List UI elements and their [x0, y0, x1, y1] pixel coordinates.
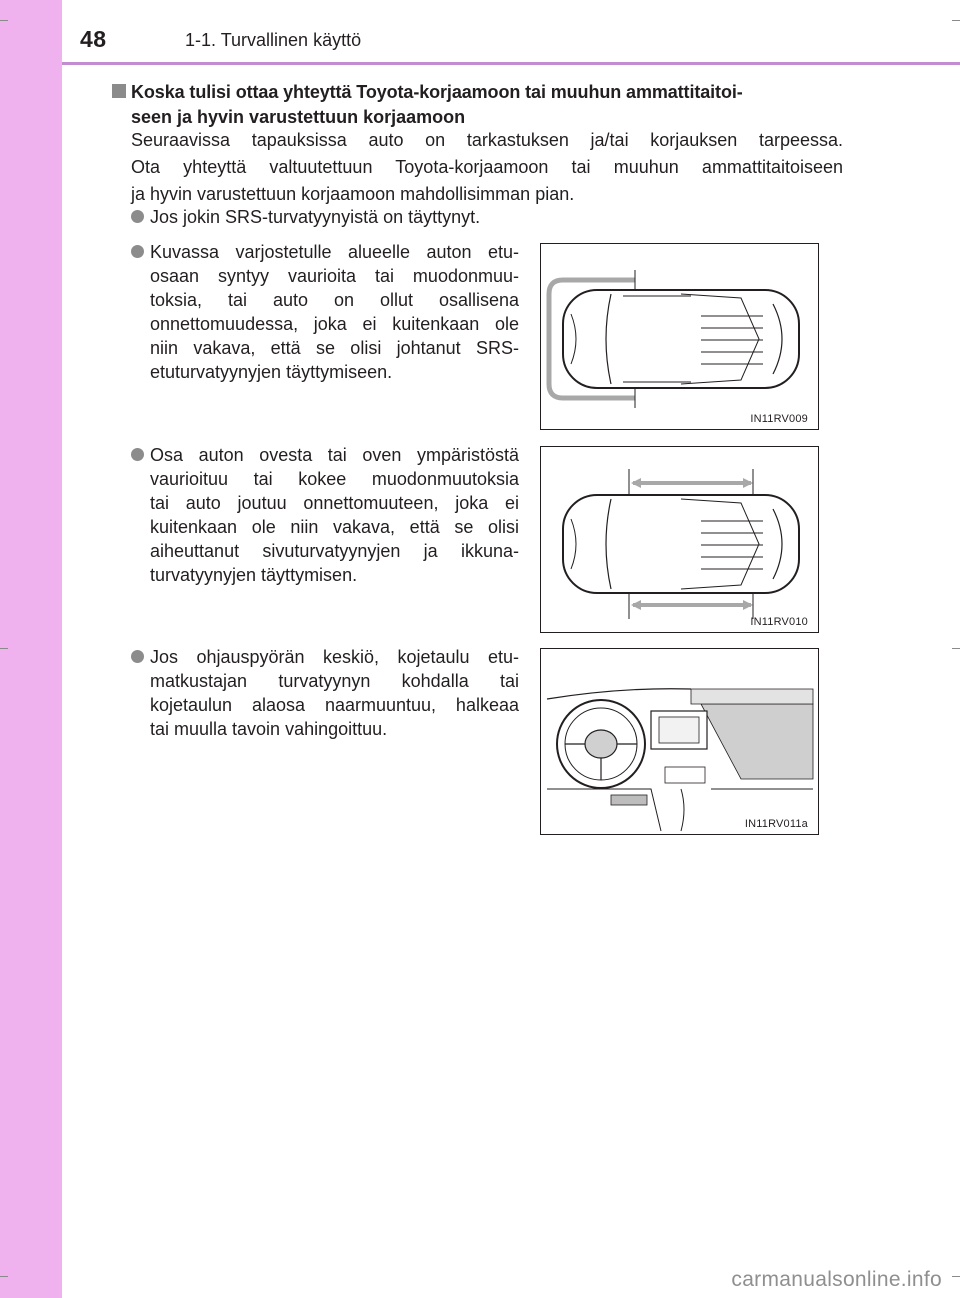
- bullet-line: vaurioituu tai kokee muodonmuutoksia: [150, 469, 519, 489]
- bullet-line: aiheuttanut sivuturvatyynyjen ja ikkuna-: [150, 541, 519, 561]
- figure-code: IN11RV011a: [744, 818, 808, 830]
- bullet-line: onnettomuudessa, joka ei kuitenkaan ole: [150, 314, 519, 334]
- crop-mark: [952, 1276, 960, 1277]
- bullet-line: toksia, tai auto on ollut osallisena: [150, 290, 519, 310]
- figure-dashboard: [540, 648, 819, 835]
- intro-line: Ota yhteyttä valtuutettuun Toyota-korjaamoon tai muuhun ammattitaitoiseen: [131, 157, 843, 177]
- sidebar-tab: [0, 0, 62, 1298]
- bullet-text: [150, 240, 519, 384]
- figure-code: IN11RV009: [750, 413, 808, 425]
- crop-mark: [952, 648, 960, 649]
- bullet-text: [150, 205, 650, 229]
- bullet-line: osaan syntyy vaurioita tai muodonmuu-: [150, 266, 519, 286]
- car-top-view-side-zone-icon: [541, 447, 818, 632]
- bullet-text: [150, 443, 519, 587]
- square-bullet-icon: [112, 84, 126, 98]
- heading-line: Koska tulisi ottaa yhteyttä Toyota-korjaamoon tai muuhun ammattitaitoi-: [131, 82, 743, 102]
- figure-car-side-zone: [540, 446, 819, 633]
- page-number: 48: [80, 26, 107, 52]
- figure-code: IN11RV010: [750, 616, 808, 628]
- bullet-item: [131, 240, 521, 390]
- crop-mark: [0, 1276, 8, 1277]
- heading-line: seen ja hyvin varustettuun korjaamoon: [131, 107, 466, 127]
- bullet-dot-icon: [131, 650, 144, 663]
- section-heading: [131, 80, 846, 130]
- bullet-line: etuturvatyynyjen täyttymiseen.: [150, 362, 393, 382]
- section-title: 1-1. Turvallinen käyttö: [185, 30, 362, 50]
- bullet-line: tai muulla tavoin vahingoittuu.: [150, 719, 388, 739]
- watermark: carmanualsonline.info: [731, 1268, 942, 1291]
- figure-car-front-zone: [540, 243, 819, 430]
- bullet-dot-icon: [131, 245, 144, 258]
- bullet-text: [150, 645, 519, 741]
- crop-mark: [952, 20, 960, 21]
- bullet-line: matkustajan turvatyynyn kohdalla tai: [150, 671, 519, 691]
- bullet-item: [131, 645, 521, 745]
- bullet-dot-icon: [131, 448, 144, 461]
- bullet-line: turvatyynyjen täyttymisen.: [150, 565, 358, 585]
- header-rule: [62, 62, 960, 65]
- bullet-line: tai auto joutuu onnettomuuteen, joka ei: [150, 493, 519, 513]
- bullet-line: kojetaulun alaosa naarmuuntuu, halkeaa: [150, 695, 519, 715]
- bullet-line: Osa auton ovesta tai oven ympäristöstä: [150, 445, 519, 465]
- bullet-item: [131, 205, 651, 231]
- bullet-item: [131, 443, 521, 593]
- bullet-line: Jos jokin SRS-turvatyynyistä on täyttynyt.: [150, 207, 481, 227]
- crop-mark: [0, 648, 8, 649]
- intro-line: ja hyvin varustettuun korjaamoon mahdollisimman pian.: [131, 184, 575, 204]
- bullet-line: niin vakava, että se olisi johtanut SRS-: [150, 338, 519, 358]
- bullet-line: Jos ohjauspyörän keskiö, kojetaulu etu-: [150, 647, 519, 667]
- bullet-line: kuitenkaan ole niin vakava, että se olisi: [150, 517, 519, 537]
- intro-paragraph: [131, 127, 843, 208]
- intro-line: Seuraavissa tapauksissa auto on tarkastuksen ja/tai korjauksen tarpeessa.: [131, 130, 843, 150]
- car-top-view-front-zone-icon: [541, 244, 818, 429]
- dashboard-interior-icon: [541, 649, 818, 834]
- crop-mark: [0, 20, 8, 21]
- bullet-line: Kuvassa varjostetulle alueelle auton etu-: [150, 242, 519, 262]
- bullet-dot-icon: [131, 210, 144, 223]
